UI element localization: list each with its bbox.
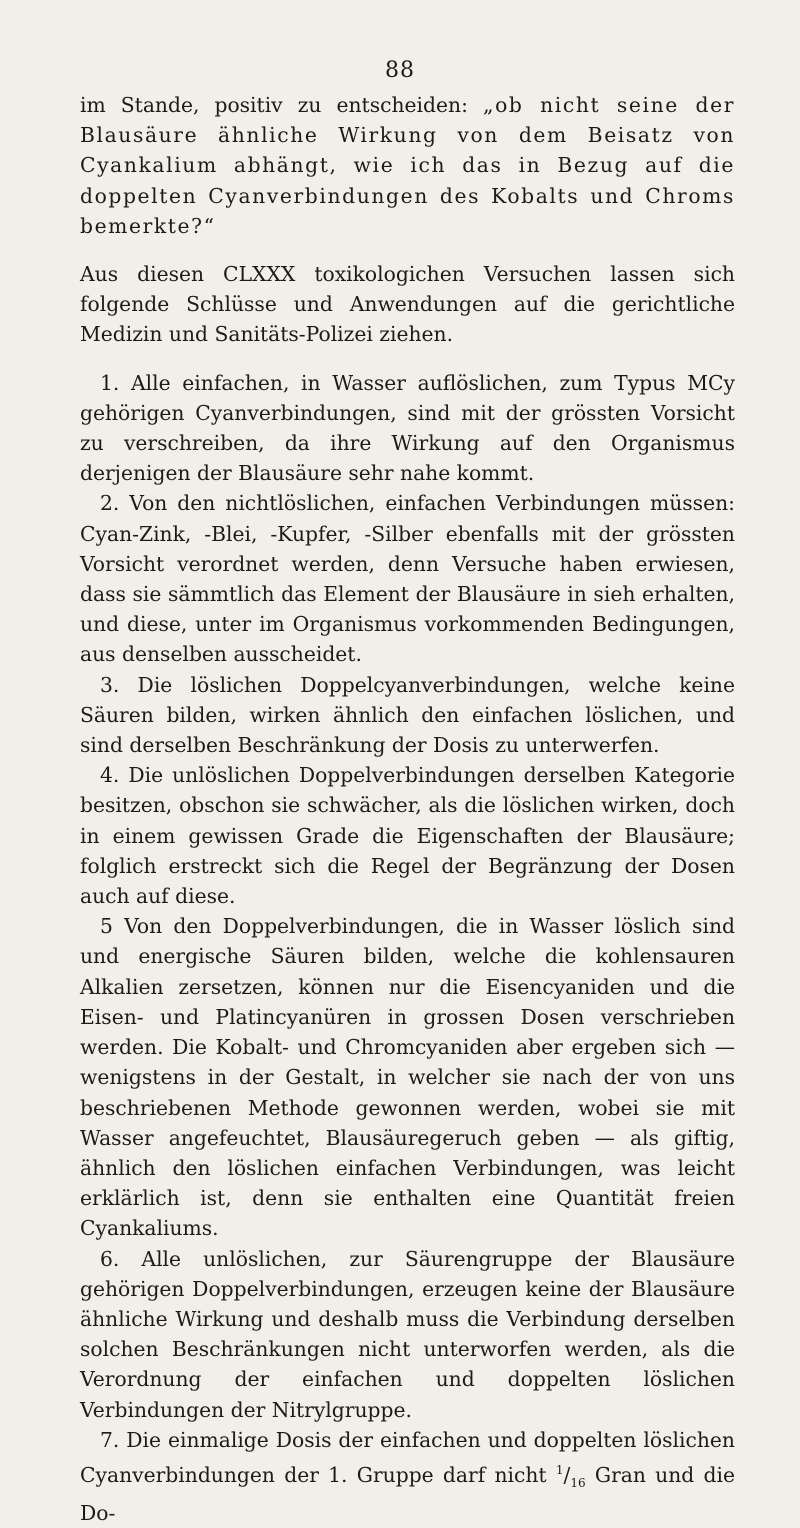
fraction-denominator: 16 <box>570 1475 586 1490</box>
list-item: 3. Die löslichen Doppelcyanverbindungen, welche keine Säuren bilden, wirken ähnlich den einfachen löslichen, und sind derselben Beschränkung der Dosis zu unterwerfen. <box>80 672 735 758</box>
last-item-before: 7. Die einmalige Dosis der einfachen und doppelten löslichen Cyanverbindungen der 1. Gruppe darf nicht <box>80 1427 735 1487</box>
quote-spaced-text: „ob nicht seine der Blausäure ähnliche Wirkung von dem Beisatz von Cyankalium abhängt, wie ich das in Bezug auf die doppelten Cyanverbindungen des Kobalts und Chroms bemerkte?“ <box>80 93 735 238</box>
intro-paragraph: Aus diesen CLXXX toxikologichen Versuchen lassen sich folgende Schlüsse und Anwendungen auf die gerichtliche Medizin und Sanitäts-Polizei ziehen. <box>80 262 735 347</box>
list-item: 4. Die unlöslichen Doppelverbindungen derselben Kategorie besitzen, obschon sie schwächer, als die löslichen wirken, doch in einem gewissen Grade die Eigenschaften der Blausäure; folglich erstreckt sich die Regel der Begränzung der Dosen auch auf diese. <box>80 763 735 909</box>
quote-paragraph <box>80 90 735 241</box>
fraction: $^1/_{16}$ <box>555 1462 586 1490</box>
last-item-after: Gran und die Do- <box>80 1462 735 1525</box>
quote-lead: im Stande, positiv zu entscheiden: <box>80 93 483 117</box>
list-item: 2. Von den nichtlöslichen, einfachen Verbindungen müssen: Cyan-Zink, -Blei, -Kupfer, -Silber ebenfalls mit der grössten Vorsicht verordnet werden, denn Versuche haben erwiesen, dass sie sämmtlich das Element der Blausäure in sieh erhalten, und diese, unter im Organismus vorkommenden Bedingungen, aus denselben ausscheidet. <box>80 491 735 667</box>
page-body <box>80 90 735 1528</box>
list-item: 6. Alle unlöslichen, zur Säurengruppe der Blausäure gehörigen Doppelverbindungen, erzeugen keine der Blausäure ähnliche Wirkung und deshalb muss die Verbindung derselben solchen Beschränkungen nicht unterworfen werden, als die Verordnung der einfachen und doppelten löslichen Verbindungen der Nitrylgruppe. <box>80 1246 735 1422</box>
list-item-last <box>80 1425 735 1528</box>
page-number: 88 <box>385 58 415 83</box>
fraction-numerator: 1 <box>555 1462 564 1477</box>
list-item: 5 Von den Doppelverbindungen, die in Wasser löslich sind und energische Säuren bilden, welche die kohlensauren Alkalien zersetzen, können nur die Eisencyaniden und die Eisen- und Platincyanüren in grossen Dosen verschrieben werden. Die Kobalt- und Chromcyaniden aber ergeben sich — wenigstens in der Gestalt, in welcher sie nach der von uns beschriebenen Methode gewonnen werden, wobei sie mit Wasser angefeuchtet, Blausäuregeruch geben — als giftig, ähnlich den löslichen einfachen Verbindungen, was leicht erklärlich ist, denn sie enthalten eine Quantität freien Cyankaliums. <box>80 914 735 1241</box>
list-item: 1. Alle einfachen, in Wasser auflöslichen, zum Typus MCy gehörigen Cyanverbindungen, sind mit der grössten Vorsicht zu verschreiben, da ihre Wirkung auf den Organismus derjenigen der Blausäure sehr nahe kommt. <box>80 370 735 486</box>
